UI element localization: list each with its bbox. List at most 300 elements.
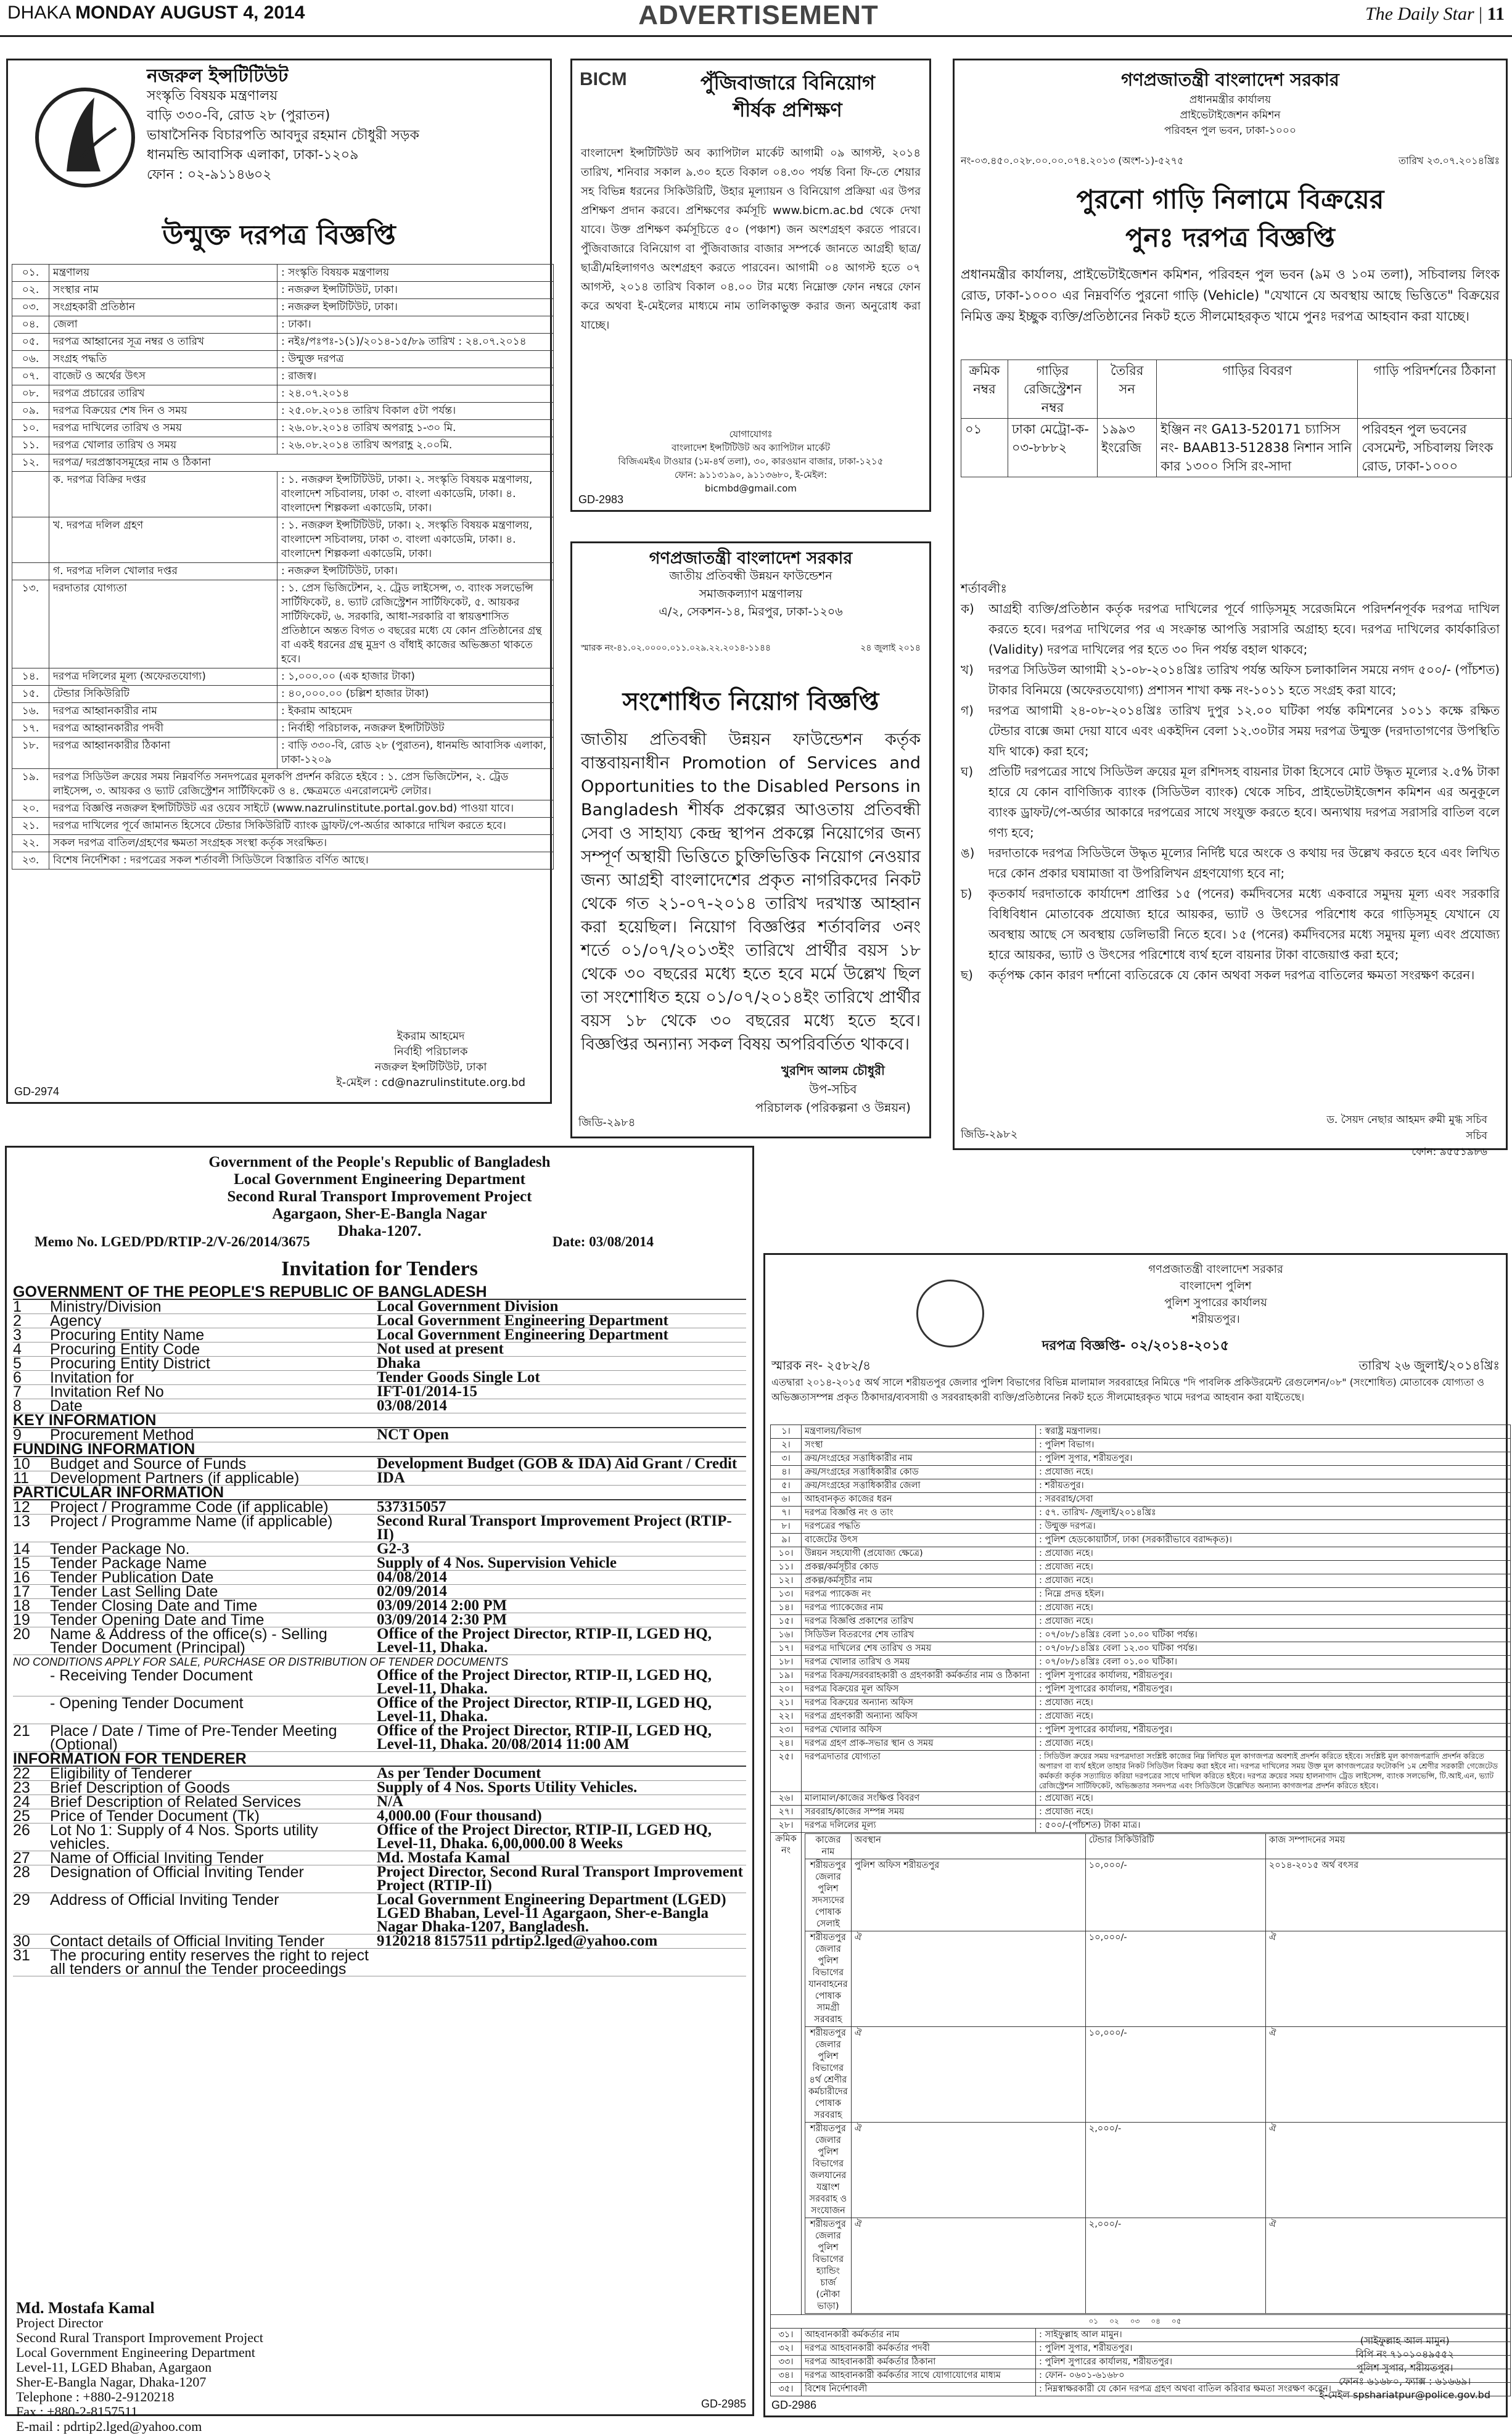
row-label: গ. দরপত্র দলিল খোলার দপ্তর (49, 563, 277, 580)
row-label: দরপত্র বিক্রয়/সরবরাহকারী ও গ্রহণকারী কর্মকর্তার নাম ও ঠিকানা (802, 1669, 1036, 1683)
item-value: 02/09/2014 (377, 1583, 447, 1600)
row-label: সংস্থার নাম (49, 282, 277, 299)
term-text: কর্তৃপক্ষ কোন কারণ দর্শানো ব্যতিরেকে যে কোন অথবা সকল দরপত্র বাতিলের ক্ষমতা সংরক্ষণ করেন। (988, 968, 1475, 982)
row-label: দরপত্র খোলার তারিখ ও সময় (49, 437, 277, 454)
row-label: ক্রয়/সংগ্রহের সত্তাধিকারীর কোড (802, 1466, 1036, 1479)
items-head-serial: ক্রমিক নং (771, 1833, 802, 2315)
item-serial: ০১ (1088, 2317, 1099, 2325)
ad3-org: জাতীয় প্রতিবন্ধী উন্নয়ন ফাউন্ডেশন (669, 569, 832, 583)
table-row (12, 668, 554, 686)
row-label: দরপত্রের পদ্ধতি (802, 1520, 1036, 1534)
item-value (377, 1949, 746, 1976)
row-value: : প্রযোজ্য নহে। (1036, 1615, 1511, 1629)
ad4-th-serial: ক্রমিক নম্বর (961, 360, 1008, 419)
row-value: : প্রযোজ্য নহে। (1036, 1710, 1511, 1724)
ad3-addr: এ/২, সেকশন-১৪, মিরপুর, ঢাকা-১২০৬ (659, 605, 843, 619)
ad1-code: GD-2974 (14, 1085, 60, 1098)
row-number: ২৩। (771, 1724, 802, 1737)
ad4-signature (1326, 1112, 1487, 1160)
item-cell: শরীয়তপুর জেলার পুলিশ বিভাগের জলযানের যন্ত্রাংশ সরবরাহ ও সংযোজন (805, 2123, 852, 2218)
row-value: : ২৬.০৮.২০১৪ তারিখ অপরাহ্ণ ১-৩০ মি. (277, 420, 554, 437)
row-label: দরপত্র প্রচারের তারিখ (49, 385, 277, 403)
table-row (12, 818, 554, 835)
list-item (13, 1865, 746, 1893)
row-value: : স্বরাষ্ট্র মন্ত্রণালয়। (1036, 1425, 1511, 1439)
ad6-code: GD-2986 (771, 2399, 817, 2411)
table-row (12, 316, 554, 334)
term-text: দরদাতাকে দরপত্র সিডিউলে উদ্ধৃত মূল্যের নির্দিষ্ট ঘরে অংকে ও কথায় দর উল্লেখ করতে হবে এবং লিখিত দরে কোন প্রকার ঘষামাজা বা উপরিলিখন গ্রহণযোগ্য হবে না; (988, 845, 1500, 881)
item-cell: ঐ (851, 2027, 1085, 2123)
ad4-th-desc: গাড়ির বিবরণ (1157, 360, 1358, 419)
ad6-sign-id: বিপি নং ৭১০১০৪৯৫৫২ (1355, 2348, 1454, 2360)
item-value: Second Rural Transport Improvement Project (RTIP-II) (377, 1513, 732, 1543)
item-number: 17 (13, 1583, 30, 1600)
ad6-date: তারিখ ২৬ জুলাই/২০১৪খ্রিঃ (1358, 1358, 1500, 1373)
table-row (771, 1656, 1511, 1669)
ad4-title-line1: পুরনো গাড়ি নিলামে বিক্রয়ের (1076, 184, 1384, 215)
ad4-addr: পরিবহন পুল ভবনের বেসমেন্ট, সচিবালয় লিংক রোড, ঢাকা-১০০০ (1358, 419, 1512, 477)
item-value: NCT Open (377, 1426, 449, 1443)
table-row (771, 1534, 1511, 1547)
row-label: দরপত্র বিক্রয়ের শেষ দিন ও সময় (49, 403, 277, 420)
row-label: দরপত্র আহ্বানকারীর ঠিকানা (49, 738, 277, 769)
row-value: : সরবরাহ/সেবা (1036, 1493, 1511, 1507)
row-number: ১৩. (12, 580, 49, 668)
row-value: : পুলিশ সুপার, শরীয়তপুর। (1036, 2342, 1511, 2356)
items-head (805, 1834, 1507, 1859)
item-label: Lot No 1: Supply of 4 Nos. Sports utility vehicles. (50, 1822, 318, 1852)
item-number: 24 (13, 1793, 30, 1811)
row-label: দরপত্র আহ্বানকারীর পদবী (49, 720, 277, 738)
row-value: : প্রযোজ্য নহে। (1036, 1601, 1511, 1615)
item-label: - Opening Tender Document (50, 1695, 244, 1712)
item-serial: ০৫ (1171, 2317, 1181, 2325)
row-value: : নিম্নস্বাক্ষরকারী যে কোন দরপত্র গ্রহণ অথবা বাতিল করিবার ক্ষমতা সংরক্ষণ করেন। (1036, 2383, 1511, 2396)
row-value: : ৫৭. তারিখ- /জুলাই/২০১৪খ্রিঃ (1036, 1507, 1511, 1520)
item-label: Address of Official Inviting Tender (50, 1891, 279, 1909)
item-value: Office of the Project Director, RTIP-II, LGED HQ, Level-11, Dhaka. (377, 1695, 712, 1725)
masthead (0, 0, 1512, 37)
ad6-sign-name: (সাইফুল্লাহ আল মামুন) (1360, 2335, 1450, 2346)
row-label: সংগ্রহ পদ্ধতি (49, 351, 277, 368)
row-number: ১২. (12, 454, 49, 472)
list-item (13, 1949, 746, 1976)
table-row (771, 1425, 1511, 1439)
bicm-training-ad (570, 59, 931, 512)
item-label: - Receiving Tender Document (50, 1667, 253, 1684)
items-head-cell: কাজ সম্পাদনের সময় (1265, 1834, 1506, 1859)
row-label: মন্ত্রণালয় (49, 265, 277, 282)
term-item (961, 884, 1500, 965)
section-heading: GOVERNMENT OF THE PEOPLE'S REPUBLIC OF BANGLADESH (13, 1285, 746, 1300)
ad4-office1: প্রধানমন্ত্রীর কার্যালয় (1189, 94, 1272, 106)
row-number: ১। (771, 1425, 802, 1439)
row-value: : নির্বাহী পরিচালক, নজরুল ইন্সটিটিউট (277, 720, 554, 738)
row-label: দরপত্র গ্রহণ প্রাক-সভার স্থান ও সময় (802, 1737, 1036, 1751)
row-label: দরপত্র বিক্রয়ের মূল অফিস (802, 1683, 1036, 1696)
row-value: : পুলিশ হেডকোয়ার্টার্স, ঢাকা (সরকারীভাবে বরাদ্দকৃত)। (1036, 1534, 1511, 1547)
item-number: 26 (13, 1822, 30, 1839)
term-text: দরপত্র আগামী ২৪-০৮-২০১৪খ্রিঃ তারিখ দুপুর ১২.০০ ঘটিকা পর্যন্ত কমিশনের ১০১১ কক্ষে রক্ষিত টেন্ডার বাক্সে জমা দেয়া যাবে এবং একইদিন বেলা ১২.৩০টার সময় দরপত্র উন্মুক্ত (দরদাতাগণের উপস্থিতি যদি থাকে) করা হবে; (988, 703, 1500, 759)
row-value: : ১. নজরুল ইন্সটিটিউট, ঢাকা। ২. সংস্কৃতি বিষয়ক মন্ত্রণালয়, বাংলাদেশ সচিবালয়, ঢাকা ৩. বাংলা একাডেমি, ঢাকা। ৪. বাংলাদেশ শিল্পকলা একাডেমি, ঢাকা। (277, 517, 554, 563)
ad4-sign-title: সচিব (1466, 1130, 1487, 1142)
term-marker: চ) (961, 886, 972, 901)
row-label: দরপত্র আহবানকারী কর্মকর্তার সাথে যোগাযোগের মাধ্যম (802, 2369, 1036, 2383)
row-number: ২৮। (771, 1819, 802, 1833)
table-row (771, 1574, 1511, 1588)
ad5-sign-lines (16, 2316, 263, 2434)
row-number: ০১. (12, 265, 49, 282)
term-marker: ঙ) (961, 845, 975, 860)
item-number (13, 1696, 50, 1724)
table-row (12, 686, 554, 703)
table-row (771, 1737, 1511, 1751)
row-number: ৩৪। (771, 2369, 802, 2383)
ad1-title: উন্মুক্ত দরপত্র বিজ্ঞপ্তি (162, 220, 396, 251)
item-cell: ঐ (1265, 2218, 1506, 2314)
ad4-memo-line (961, 153, 1500, 170)
list-item (13, 1696, 746, 1724)
row-label: প্রকল্প/কর্মসূচীর নাম (802, 1574, 1036, 1588)
section-heading: PARTICULAR INFORMATION (13, 1486, 746, 1500)
item-value: 04/08/2014 (377, 1569, 447, 1585)
item-label: Contact details of Official Inviting Tender (50, 1933, 325, 1950)
term-text: প্রতিটি দরপত্রের সাথে সিডিউল ক্রয়ের মূল রশিদসহ বায়নার টাকা হিসেবে মোট উদ্ধৃত মূল্যের ২.৫% টাকা হারে যে কোন বাণিজ্যিক ব্যাংক (সিডিউল ব্যাংক) থেকে সচিব, প্রাইভেটাইজেশন কমিশন এর অনুকূলে ব্যাংক ড্রাফট/পে-অর্ডার আকারে দরপত্রের সাথে সংযুক্ত করতে হবে। অন্যথায় দরপত্র সরাসরি বাতিল বলে গণ্য হবে; (988, 764, 1500, 840)
table-row (12, 769, 554, 800)
ad6-header (926, 1261, 1506, 1328)
item-number: 23 (13, 1779, 30, 1796)
item-number: 28 (13, 1864, 30, 1881)
recruitment-corrigendum-ad (570, 541, 931, 1138)
table-row (12, 835, 554, 852)
item-label: Project / Programme Code (if applicable) (50, 1499, 329, 1516)
item-cell: ঐ (851, 2218, 1085, 2314)
item-label: Procuring Entity District (50, 1355, 210, 1372)
item-value: Office of the Project Director, RTIP-II, LGED HQ, Level-11, Dhaka. 6,00,000.00 8 Weeks (377, 1822, 712, 1852)
row-label: দরপত্র আহবানকারী কর্মকর্তার পদবী (802, 2342, 1036, 2356)
term-text: আগ্রহী ব্যক্তি/প্রতিষ্ঠান কর্তৃক দরপত্র দাখিলের পূর্বে গাড়িসমূহ সরেজমিনে পরিদর্শনপূর্বক দরপত্র দাখিল করতে হবে। দরপত্র দাখিলের পর এ সংক্রান্ত আপত্তি সরাসরি অগ্রাহ্য হবে। দরপত্র দাখিলের কার্যকারিতা (Validity) দরপত্র দাখিলের পর হতে ৩০ দিন পর্যন্ত বহাল থাকবে; (988, 601, 1500, 657)
item-cell: ঐ (851, 2123, 1085, 2218)
row-value: : ৪০,০০০.০০ (চল্লিশ হাজার টাকা) (277, 686, 554, 703)
row-number: ৬। (771, 1493, 802, 1507)
item-label: Tender Last Selling Date (50, 1583, 218, 1600)
row-value: : রাজস্ব। (277, 368, 554, 385)
sign-line: Level-11, LGED Bhaban, Agargaon (16, 2359, 212, 2375)
row-value: : পুলিশ সুপার, শরীয়তপুর। (1036, 1452, 1511, 1466)
table-row (771, 1507, 1511, 1520)
item-number: 20 (13, 1626, 30, 1643)
term-marker: ক) (961, 601, 974, 616)
item-value: Project Director, Second Rural Transport Improvement Project (RTIP-II) (377, 1864, 743, 1894)
item-number: 27 (13, 1849, 30, 1867)
ad5-header (7, 1154, 752, 1240)
table-row (12, 282, 554, 299)
ad3-sign-title: উপ-সচিব (809, 1082, 857, 1096)
ad1-addr1: বাড়ি ৩৩০-বি, রোড ২৮ (পুরাতন) (147, 108, 331, 123)
row-label: সরবরাহ/কাজের সম্পন্ন সময় (802, 1806, 1036, 1819)
table-row (12, 437, 554, 454)
item-number: 5 (13, 1355, 22, 1372)
table-row (12, 334, 554, 351)
item-row (805, 2218, 1507, 2314)
row-number (12, 563, 49, 580)
row-label: দরপত্র দলিলের মূল্য (802, 1819, 1036, 1833)
item-value: Not used at present (377, 1341, 504, 1357)
row-text: দরপত্র বিজ্ঞপ্তি নজরুল ইন্সটিটিউট এর ওয়েব সাইটে (www.nazrulinstitute.portal.gov.bd) পাওয়া যাবে। (49, 800, 554, 818)
item-serial: ০২ (1109, 2317, 1119, 2325)
table-row (12, 368, 554, 385)
table-row (771, 1629, 1511, 1642)
ad1-header (147, 67, 544, 185)
item-number: 15 (13, 1555, 30, 1572)
row-number: ১৪। (771, 1601, 802, 1615)
table-row (12, 351, 554, 368)
item-number: 2 (13, 1312, 22, 1330)
ad4-memo: নং-০৩.৪৫০.০২৮.০০.০০.০৭৪.২০১৩ (অংশ-১)-৫২৭৫ (961, 155, 1184, 167)
section-heading: FUNDING INFORMATION (13, 1442, 746, 1457)
item-value: Office of the Project Director, RTIP-II, LGED HQ, Level-11, Dhaka. (377, 1626, 712, 1656)
ad4-vehicle-table (961, 360, 1512, 477)
row-number: ০৭. (12, 368, 49, 385)
item-row (805, 2027, 1507, 2123)
ad6-org: বাংলাদেশ পুলিশ (1180, 1280, 1252, 1293)
ad6-sign-title: পুলিশ সুপার, শরীয়তপুর। (1356, 2362, 1453, 2374)
row-label: বাজেটের উৎস (802, 1534, 1036, 1547)
term-text: কৃতকার্য দরদাতাকে কার্যাদেশ প্রাপ্তির ১৫ (পনের) কর্মদিবসের মধ্যে একবারে সমুদয় মূল্য এবং সরকারি বিধিবিধান মোতাবেক প্রযোজ্য হারে আয়কর, ভ্যাট ও উৎসের পরিশোধ করে গাড়িসমূহ যেখানে যে অবস্থায় আছে সে অবস্থায় ডেলিভারী নিতে হবে। ১৫ (পনের) কর্মদিবসের মধ্যে সমুদয় মূল্য এবং প্রযোজ্য হারে আয়কর, ভ্যাট ও উৎসের পরিশোধে ব্যর্থ হলে বায়নার টাকা বাজেয়াপ্ত করা হবে; (988, 886, 1500, 962)
row-label: ক্রয়/সংগ্রহের সত্তাধিকারীর নাম (802, 1452, 1036, 1466)
row-value: : ১,০০০.০০ (এক হাজার টাকা) (277, 668, 554, 686)
table-row (771, 1452, 1511, 1466)
row-label: সংস্থা (802, 1439, 1036, 1452)
table-row (12, 580, 554, 668)
table-row (771, 1792, 1511, 1806)
ad5-code: GD-2985 (701, 2398, 746, 2410)
row-value: : নইঃ/পঃপঃ-১(১)/২০১৪-১৫/৮৯ তারিখ : ২৪.০৭.২০১৪ (277, 334, 554, 351)
row-value: : পুলিশ সুপারের কার্যালয়, শরীয়তপুর। (1036, 1669, 1511, 1683)
row-value: : পুলিশ সুপারের কার্যালয়, শরীয়তপুর। (1036, 1683, 1511, 1696)
nazrul-institute-tender-ad (6, 59, 552, 1104)
list-item (13, 1823, 746, 1851)
ad5-head1: Government of the People's Republic of Bangladesh (208, 1154, 551, 1170)
ad4-title (955, 181, 1506, 257)
table-row (771, 1439, 1511, 1452)
item-cell: ১০,০০০/- (1085, 1859, 1265, 1931)
ad4-th-year: তৈরির সন (1098, 360, 1157, 419)
ad5-sign-name: Md. Mostafa Kamal (16, 2299, 155, 2317)
table-row (12, 720, 554, 738)
item-label: Procurement Method (50, 1426, 194, 1444)
ad6-memo: স্মারক নং- ২৫৮২/৪ (771, 1358, 871, 1373)
table-row (771, 1669, 1511, 1683)
item-value: 4,000.00 (Four thousand) (377, 1807, 542, 1824)
ad1-sign-email: ই-মেইল : cd@nazrulinstitute.org.bd (336, 1076, 525, 1089)
ad4-gov: গণপ্রজাতন্ত্রী বাংলাদেশ সরকার (1121, 69, 1339, 90)
ad3-header (572, 549, 929, 621)
item-label: Invitation Ref No (50, 1383, 164, 1400)
row-number: ০২. (12, 282, 49, 299)
row-number: ১৪. (12, 668, 49, 686)
item-label: Procuring Entity Code (50, 1341, 200, 1358)
row-number: ৮। (771, 1520, 802, 1534)
row-value: : প্রযোজ্য নহে। (1036, 1574, 1511, 1588)
ad4-th-reg: গাড়ির রেজিস্ট্রেশন নম্বর (1008, 360, 1097, 419)
item-row (805, 1859, 1507, 1931)
row-text: দরপত্র/ দরপ্রস্তাবসমূহের নাম ও ঠিকানা (49, 454, 554, 472)
ad5-title: Invitation for Tenders (281, 1257, 478, 1280)
row-number: ২২. (12, 835, 49, 852)
ad2-title-line2: শীর্ষক প্রশিক্ষণ (733, 98, 842, 121)
term-text: দরপত্র সিডিউল আগামী ২১-০৮-২০১৪খ্রিঃ তারিখ পর্যন্ত অফিস চলাকালিন সময়ে নগদ ৫০০/- (পাঁচশত) টাকার বিনিময়ে (অফেরতযোগ্য) প্রশাসন শাখা কক্ষ নং-১০১১ হতে সংগ্রহ করা যাবে; (988, 662, 1500, 697)
sign-line: Fax : +880-2-8157511 (16, 2404, 138, 2419)
ad1-addr3: ধানমন্ডি আবাসিক এলাকা, ঢাকা-১২০৯ (147, 147, 359, 163)
nazrul-institute-logo (33, 73, 138, 202)
bicm-logo: BICM (580, 69, 627, 89)
row-value: : ২৪.০৭.২০১৪ (277, 385, 554, 403)
row-value: : ৫০০/-(পাঁচশত) টাকা মাত্র। (1036, 1819, 1511, 1833)
lged-invitation-for-tenders-ad (5, 1146, 754, 2434)
row-label: দরপত্র খোলার তারিখ ও সময় (802, 1656, 1036, 1669)
item-number: 21 (13, 1722, 30, 1740)
items-head-rest (802, 1833, 1511, 2315)
sign-line: Project Director (16, 2315, 104, 2330)
row-value: : উন্মুক্ত দরপত্র (277, 351, 554, 368)
row-label: উন্নয়ন সহযোগী (প্রযোজ্য ক্ষেত্রে) (802, 1547, 1036, 1561)
item-value: G2-3 (377, 1540, 409, 1557)
ad5-head5: Dhaka-1207. (337, 1223, 422, 1240)
ad3-memo-line (581, 642, 921, 654)
row-number: ১৯। (771, 1669, 802, 1683)
ad5-signature (16, 2301, 263, 2434)
items-header-row (771, 1833, 1511, 2315)
ad1-addr2: ভাষাসৈনিক বিচারপতি আবদুর রহমান চৌধুরী সড়ক (147, 128, 419, 143)
item-label: Brief Description of Related Services (50, 1793, 302, 1811)
row-text: সকল দরপত্র বাতিল/গ্রহণের ক্ষমতা সংগ্রহক সংস্থা কর্তৃক সংরক্ষিত। (49, 835, 554, 852)
item-label: Name & Address of the office(s) - Selling Tender Document (Principal) (50, 1626, 327, 1656)
row-value: : প্রযোজ্য নহে। (1036, 1792, 1511, 1806)
ad3-title: সংশোধিত নিয়োগ বিজ্ঞপ্তি (622, 688, 879, 716)
ad4-title-line2: পুনঃ দরপত্র বিজ্ঞপ্তি (1125, 223, 1335, 253)
ad4-reg: ঢাকা মেট্রো-ক- ০৩-৮৮৮২ (1008, 419, 1097, 477)
table-row (12, 420, 554, 437)
row-label: দরপত্র আহ্বানকারীর নাম (49, 703, 277, 720)
ad3-signature (755, 1061, 911, 1117)
item-label: Development Partners (if applicable) (50, 1470, 300, 1487)
item-value: 537315057 (377, 1499, 446, 1515)
row-number: ১১। (771, 1561, 802, 1574)
ad4-code: জিডি-২৯৮২ (961, 1128, 1018, 1140)
table-row (771, 1615, 1511, 1629)
page-number: 11 (1487, 4, 1505, 24)
ad4-sign-phone: ফোন: ৯৫৫১৯৮৬ (1411, 1146, 1487, 1158)
item-value: Development Budget (GOB & IDA) Aid Grant / Credit (377, 1455, 738, 1472)
item-row (805, 1931, 1507, 2027)
ad3-sign-role: পরিচালক (পরিকল্পনা ও উন্নয়ন) (755, 1100, 911, 1115)
item-label: The procuring entity reserves the right to reject all tenders or annul the Tender proceedings (50, 1947, 369, 1978)
row-number: ১৫. (12, 686, 49, 703)
table-row (12, 299, 554, 316)
row-number: ০৫. (12, 334, 49, 351)
item-number: 12 (13, 1499, 30, 1516)
ad1-tender-table (12, 264, 554, 870)
table-row (12, 563, 554, 580)
ad2-title (652, 69, 923, 123)
row-label: দরপত্র আহ্বানের সূত্র নম্বর ও তারিখ (49, 334, 277, 351)
row-value: : প্রযোজ্য নহে। (1036, 1561, 1511, 1574)
list-item (13, 1893, 746, 1934)
ad1-ministry: সংস্কৃতি বিষয়ক মন্ত্রণালয় (147, 88, 278, 104)
row-value: : ০৭/০৮/১৪খ্রিঃ বেলা ০১.০০ ঘটিকা। (1036, 1656, 1511, 1669)
term-item (961, 762, 1500, 843)
item-number: 25 (13, 1807, 30, 1825)
ad6-sign-email: ই-মেইল spshariatpur@police.gov.bd (1319, 2389, 1490, 2401)
section-heading: KEY INFORMATION (13, 1413, 746, 1428)
row-number: ৩। (771, 1452, 802, 1466)
row-number: ১০. (12, 420, 49, 437)
row-value: : ১. প্রেস ভিজিটেশন, ২. ট্রেড লাইসেন্স, ৩. ব্যাংক সলভেন্সি সার্টিফিকেট, ৪. ভ্যাট রেজিস্ট্রেশন সার্টিফিকেট, ৫. আয়কর সার্টিফিকেট, ৬. সরকারি, আধা-সরকারি বা স্বায়ত্তশাসিত প্রতিষ্ঠানে অন্তত বিগত ৩ বছরের মধ্যে যে কোন প্রতিষ্ঠানের গ্রন্থ বা একই ধরনের গ্রন্থ মুদ্রণ ও বাঁধাই কাজের অভিজ্ঞতা থাকতে হবে। (277, 580, 554, 668)
sign-line: Telephone : +880-2-9120218 (16, 2389, 175, 2404)
item-label: Price of Tender Document (Tk) (50, 1807, 260, 1825)
item-number: 18 (13, 1597, 30, 1614)
ad2-code: GD-2983 (578, 493, 624, 506)
table-row (771, 1751, 1511, 1792)
ad4-terms-head: শর্তাবলীঃ (961, 581, 1008, 596)
item-label: Tender Closing Date and Time (50, 1597, 258, 1614)
item-number: 8 (13, 1397, 22, 1415)
table-row (771, 1547, 1511, 1561)
item-cell: ১০,০০০/- (1085, 1931, 1265, 2027)
row-number: ০৯. (12, 403, 49, 420)
row-label: দরদাতার যোগ্যতা (49, 580, 277, 668)
sign-line: Sher-E-Bangla Nagar, Dhaka-1207 (16, 2374, 207, 2390)
ad2-contact (572, 427, 929, 495)
masthead-city: DHAKA (7, 2, 70, 23)
table-row (12, 403, 554, 420)
row-number (12, 517, 49, 563)
row-value: : ০৭/০৮/১৪খ্রিঃ বেলা ১০.০০ ঘটিকা পর্যন্ত। (1036, 1629, 1511, 1642)
ad6-title: দরপত্র বিজ্ঞপ্তি- ০২/২০১৪-২০১৫ (1042, 1338, 1230, 1354)
item-label: Procuring Entity Name (50, 1326, 205, 1344)
ad3-ministry: সমাজকল্যাণ মন্ত্রণালয় (699, 587, 803, 601)
item-number: 3 (13, 1326, 22, 1344)
row-value: : প্রযোজ্য নহে। (1036, 1696, 1511, 1710)
item-label: Tender Package No. (50, 1540, 190, 1558)
ad2-contact-phone: ফোন: ৯১১৩১৯০, ৯১১৩৬৮০, ই-মেইল: (674, 469, 828, 480)
item-number: 22 (13, 1765, 30, 1782)
item-cell: ২০১৪-২০১৫ অর্থ বৎসর (1265, 1859, 1506, 1931)
ad4-year: ১৯৯৩ ইংরেজি (1098, 419, 1157, 477)
item-cell: ২,০০০/- (1085, 2218, 1265, 2314)
items-table (805, 1833, 1507, 2314)
item-label: Budget and Source of Funds (50, 1455, 247, 1473)
item-cell: ঐ (851, 1931, 1085, 2027)
row-number: ২১. (12, 818, 49, 835)
table-row (771, 1819, 1511, 1833)
item-cell: ঐ (1265, 1931, 1506, 2027)
ad4-serial: ০১ (961, 419, 1008, 477)
item-cell: শরীয়তপুর জেলার পুলিশ বিভাগের যানবাহনের পোষাক সামগ্রী সরবরাহ (805, 1931, 852, 2027)
item-value: Local Government Engineering Department (LGED) LGED Bhaban, Level-11 Agargaon, Sher-e-Bangla Nagar Dhaka-1207, Bangladesh. (377, 1891, 726, 1935)
row-value: : ইকরাম আহমেদ (277, 703, 554, 720)
list-item (13, 1627, 746, 1655)
item-value: 03/09/2014 2:30 PM (377, 1611, 507, 1628)
row-number: ১২। (771, 1574, 802, 1588)
row-value: : ২৫.০৮.২০১৪ তারিখ বিকাল ৫টা পর্যন্ত। (277, 403, 554, 420)
row-number: ২৭। (771, 1806, 802, 1819)
item-cell: ২,০০০/- (1085, 2123, 1265, 2218)
item-cell: শরীয়তপুর জেলার পুলিশ বিভাগের হ্যান্ডিং চার্জ (নৌকা ভাড়া) (805, 2218, 852, 2314)
ad1-org: নজরুল ইন্সটিটিউট (147, 65, 289, 87)
item-label: Project / Programme Name (if applicable) (50, 1513, 333, 1530)
